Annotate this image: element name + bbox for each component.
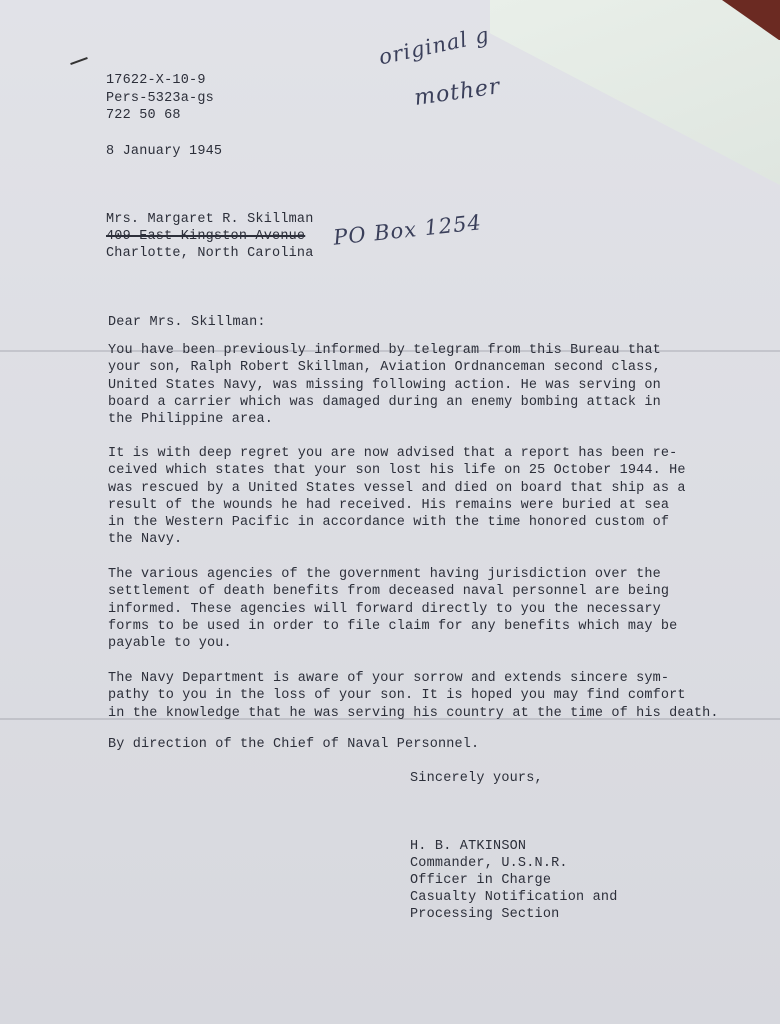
- signature-rank: Commander, U.S.N.R.: [410, 856, 568, 871]
- body-paragraph: The Navy Department is aware of your sorrow and extends sincere sym- pathy to you in the loss of your son. It is hoped you may find comfort in the knowledge that he was serving his country at the time of his death.: [108, 671, 719, 721]
- handwritten-note: mother: [412, 74, 502, 111]
- recipient-name: Mrs. Margaret R. Skillman: [106, 212, 314, 227]
- reference-line: Pers-5323a-gs: [106, 91, 214, 106]
- recipient-city: Charlotte, North Carolina: [106, 246, 314, 261]
- closing: Sincerely yours,: [410, 771, 543, 786]
- handwritten-po-box: PO Box 1254: [332, 210, 483, 250]
- signature-title: Officer in Charge: [410, 873, 552, 888]
- salutation: Dear Mrs. Skillman:: [108, 315, 266, 330]
- body-paragraph: The various agencies of the government having jurisdiction over the settlement of death benefits from deceased naval personnel are being informed. These agencies will forward directly to you the necessary forms to be used in order to file claim for any benefits which may be payable to you.: [108, 567, 678, 652]
- letter-date: 8 January 1945: [106, 144, 223, 159]
- reference-line: 17622-X-10-9: [106, 73, 206, 88]
- reference-line: 722 50 68: [106, 108, 181, 123]
- body-paragraph: You have been previously informed by telegram from this Bureau that your son, Ralph Robert Skillman, Aviation Ordnanceman second class, United States Navy, was missing following action. He was serving on board a carrier which was damaged during an enemy bombing attack in the Philippine area.: [108, 343, 661, 428]
- body-paragraph: By direction of the Chief of Naval Personnel.: [108, 737, 480, 752]
- signature-title: Processing Section: [410, 907, 560, 922]
- body-paragraph: It is with deep regret you are now advised that a report has been re- ceived which states that your son lost his life on 25 October 1944. He was rescued by a United States vessel and died on board that ship as a result of the wounds he had received. His remains were buried at sea in the Western Pacific in accordance with the time honored custom of the Navy.: [108, 446, 686, 548]
- handwritten-note: original g: [376, 22, 492, 70]
- signature-name: H. B. ATKINSON: [410, 839, 527, 854]
- recipient-street-struck: 409 East Kingston Avenue: [106, 229, 306, 244]
- signature-title: Casualty Notification and: [410, 890, 618, 905]
